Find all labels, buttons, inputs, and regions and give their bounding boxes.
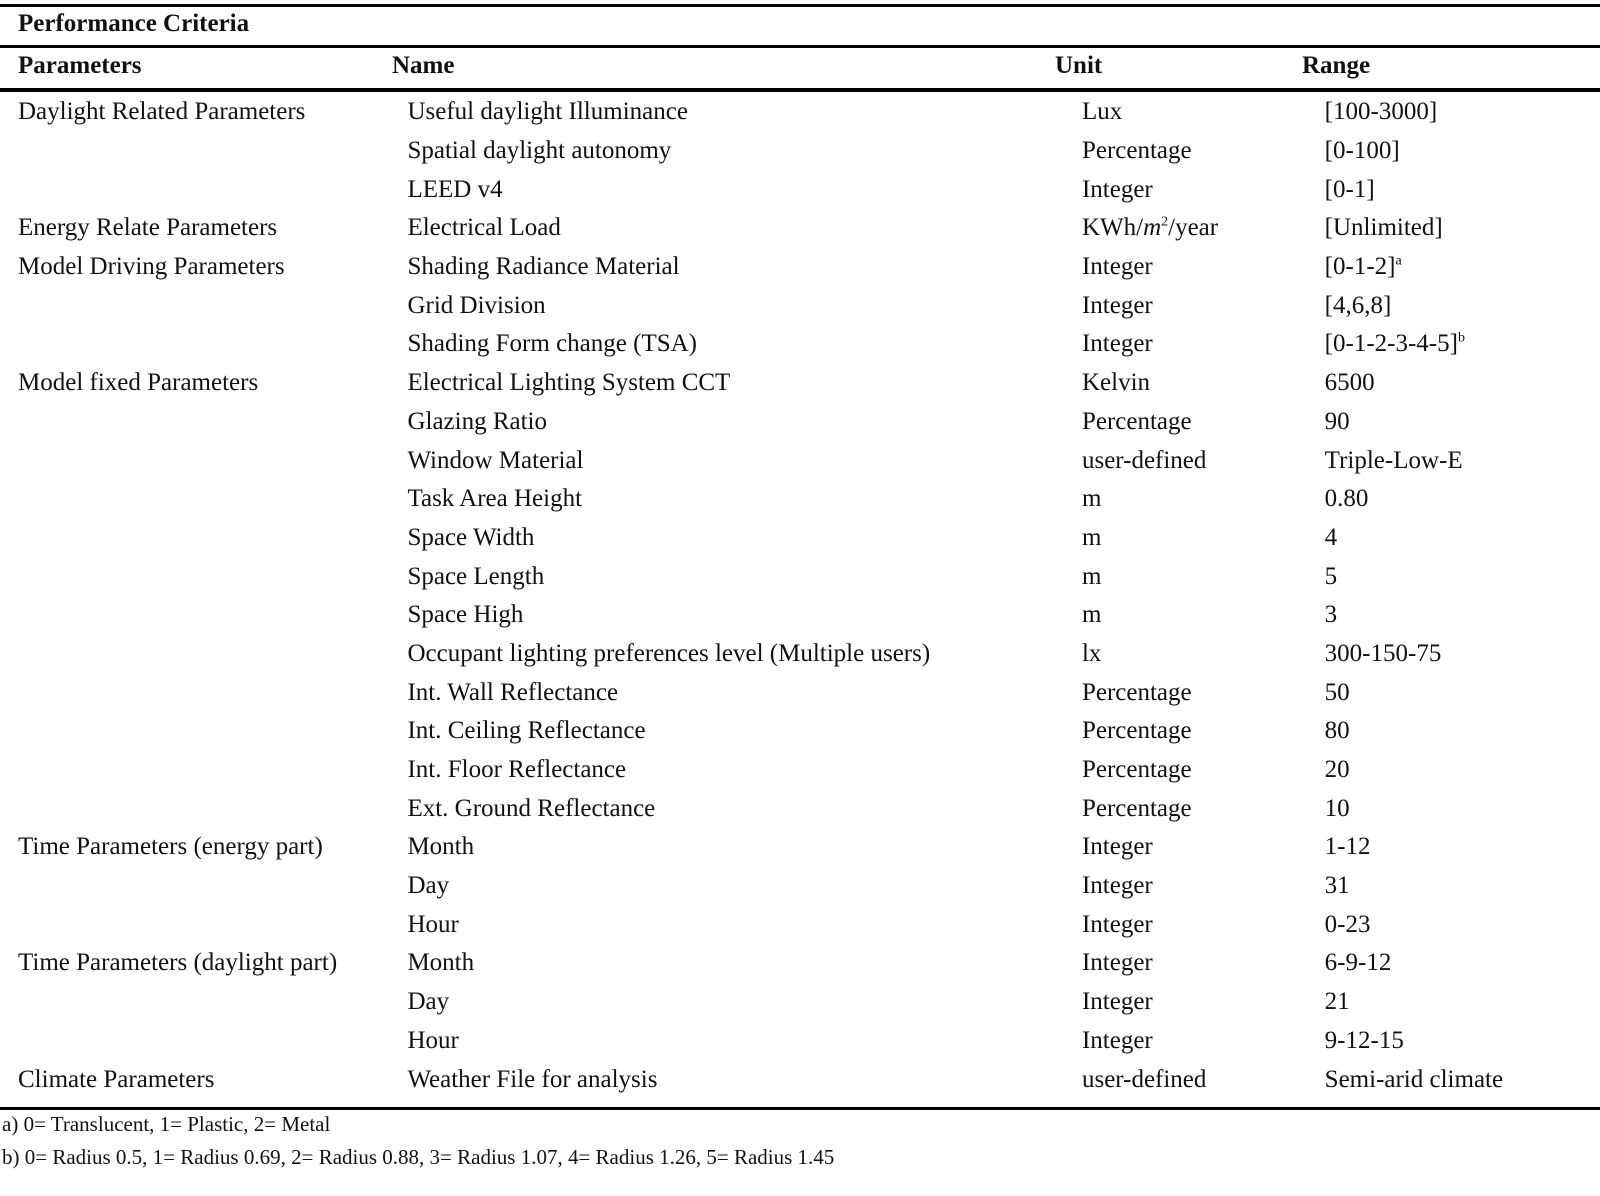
cell-unit: Integer: [1081, 291, 1153, 319]
header-name: Name: [392, 52, 455, 79]
cell-name: Task Area Height: [407, 485, 583, 513]
table-row: [0, 170, 1600, 209]
table-row: [0, 441, 1600, 480]
cell-name: Window Material: [407, 446, 584, 474]
table-row: [0, 673, 1600, 712]
unit-prefix: KWh/: [1081, 214, 1144, 242]
cell-range: [1307, 944, 1600, 983]
range-value: 0-23: [1324, 910, 1371, 938]
range-value: Semi-arid climate: [1324, 1065, 1504, 1093]
cell-name: Int. Wall Reflectance: [407, 678, 619, 706]
range-value: 6-9-12: [1324, 949, 1392, 977]
cell-range: [1307, 132, 1600, 171]
cell-unit: user-defined: [1081, 1065, 1207, 1093]
cell-group: [0, 403, 389, 442]
table-row: [0, 983, 1600, 1022]
cell-name: Space Width: [407, 523, 535, 551]
table-caption: Performance Criteria: [18, 10, 250, 37]
range-value: 31: [1324, 872, 1350, 900]
cell-unit: Integer: [1081, 253, 1153, 281]
cell-unit: Percentage: [1081, 794, 1192, 822]
table-top-rule: [0, 4, 1600, 7]
cell-name: Electrical Load: [407, 214, 561, 242]
cell-unit: user-defined: [1081, 446, 1207, 474]
table-row: [0, 635, 1600, 674]
table-row: [0, 557, 1600, 596]
cell-unit: m: [1081, 562, 1102, 590]
unit-suffix: /year: [1168, 214, 1219, 242]
cell-range: [1307, 596, 1600, 635]
cell-name: Day: [407, 872, 450, 900]
range-value: 10: [1324, 794, 1350, 822]
cell-unit: Percentage: [1081, 717, 1192, 745]
header-rule: [0, 88, 1600, 92]
table-row: [0, 519, 1600, 558]
cell-group: [0, 905, 389, 944]
table-row: [0, 751, 1600, 790]
table-row: [0, 828, 1600, 867]
cell-name: Shading Radiance Material: [407, 253, 680, 281]
range-value: 20: [1324, 756, 1350, 784]
cell-name: Grid Division: [407, 291, 546, 319]
cell-range: [1307, 557, 1600, 596]
header-unit: Unit: [1055, 52, 1103, 79]
cell-unit: [1064, 209, 1307, 248]
cell-name: Month: [407, 833, 475, 861]
cell-range: [1307, 248, 1600, 287]
cell-group: [0, 635, 389, 674]
range-value: [4,6,8]: [1324, 291, 1392, 319]
parameters-table: [0, 93, 1600, 1099]
cell-name: Weather File for analysis: [407, 1065, 658, 1093]
cell-group: Energy Relate Parameters: [18, 214, 278, 242]
cell-group: Model Driving Parameters: [18, 253, 285, 281]
table-row: [0, 789, 1600, 828]
cell-range: [1307, 403, 1600, 442]
table-row: [0, 712, 1600, 751]
cell-unit: Integer: [1081, 988, 1153, 1016]
table-row: [0, 286, 1600, 325]
range-value: 300-150-75: [1324, 639, 1442, 667]
table-row: [0, 480, 1600, 519]
cell-name: Space High: [407, 601, 524, 629]
range-value: 9-12-15: [1324, 1026, 1404, 1054]
cell-unit: m: [1081, 523, 1102, 551]
footnote-a: a) 0= Translucent, 1= Plastic, 2= Metal: [2, 1112, 331, 1136]
table-row: [0, 403, 1600, 442]
caption-rule: [0, 45, 1600, 48]
cell-group: [0, 1022, 389, 1061]
cell-group: Climate Parameters: [18, 1065, 215, 1093]
cell-unit: Integer: [1081, 949, 1153, 977]
table-row: [0, 596, 1600, 635]
cell-name: Day: [407, 988, 450, 1016]
cell-range: [1307, 286, 1600, 325]
range-value: 80: [1324, 717, 1350, 745]
cell-unit: Integer: [1081, 833, 1153, 861]
cell-group: [0, 751, 389, 790]
cell-range: [1307, 712, 1600, 751]
cell-range: [1307, 209, 1600, 248]
unit-variable: m: [1143, 214, 1162, 242]
cell-unit: Lux: [1081, 98, 1123, 126]
cell-group: [0, 789, 389, 828]
cell-group: Time Parameters (daylight part): [18, 949, 338, 977]
cell-unit: Percentage: [1081, 756, 1192, 784]
cell-range: [1307, 325, 1600, 364]
range-value: [0-1-2-3-4-5]: [1324, 330, 1458, 358]
range-value: 21: [1324, 988, 1350, 1016]
footnote-marker: b: [1457, 331, 1465, 347]
range-value: 5: [1324, 562, 1338, 590]
cell-name: Occupant lighting preferences level (Multiple users): [407, 639, 931, 667]
range-value: [0-1-2]: [1324, 253, 1396, 281]
cell-range: [1307, 1060, 1600, 1099]
range-value: 90: [1324, 407, 1350, 435]
table-row: [0, 364, 1600, 403]
cell-unit: m: [1081, 485, 1102, 513]
table-body: [0, 93, 1600, 1099]
cell-name: Int. Floor Reflectance: [407, 756, 627, 784]
cell-group: [0, 867, 389, 906]
cell-name: Space Length: [407, 562, 545, 590]
table-row: [0, 1022, 1600, 1061]
table-row: [0, 93, 1600, 132]
cell-group: [0, 441, 389, 480]
table-row: [0, 248, 1600, 287]
table-row: [0, 209, 1600, 248]
cell-group: [0, 170, 389, 209]
table-row: [0, 325, 1600, 364]
cell-group: Daylight Related Parameters: [18, 98, 306, 126]
cell-range: [1307, 673, 1600, 712]
range-value: [Unlimited]: [1324, 214, 1443, 242]
range-value: 0.80: [1324, 485, 1369, 513]
cell-name: Electrical Lighting System CCT: [407, 369, 731, 397]
header-parameters: Parameters: [18, 52, 142, 79]
cell-range: [1307, 789, 1600, 828]
cell-unit: m: [1081, 601, 1102, 629]
cell-range: [1307, 480, 1600, 519]
cell-range: [1307, 170, 1600, 209]
cell-name: Hour: [407, 1026, 459, 1054]
range-value: 4: [1324, 523, 1338, 551]
cell-group: [0, 596, 389, 635]
range-value: [0-1]: [1324, 175, 1375, 203]
cell-unit: Integer: [1081, 872, 1153, 900]
table-row: [0, 905, 1600, 944]
cell-unit: Percentage: [1081, 407, 1192, 435]
range-value: 1-12: [1324, 833, 1371, 861]
cell-range: [1307, 751, 1600, 790]
range-value: 50: [1324, 678, 1350, 706]
range-value: [100-3000]: [1324, 98, 1438, 126]
cell-range: [1307, 905, 1600, 944]
cell-unit: Percentage: [1081, 137, 1192, 165]
unit-exponent: 2: [1161, 215, 1169, 231]
cell-name: Int. Ceiling Reflectance: [407, 717, 646, 745]
cell-group: [0, 983, 389, 1022]
range-value: Triple-Low-E: [1324, 446, 1463, 474]
table-row: [0, 944, 1600, 983]
cell-group: [0, 325, 389, 364]
cell-range: [1307, 828, 1600, 867]
cell-group: [0, 480, 389, 519]
cell-name: Glazing Ratio: [407, 407, 548, 435]
range-value: [0-100]: [1324, 137, 1400, 165]
cell-name: Spatial daylight autonomy: [407, 137, 672, 165]
cell-range: [1307, 519, 1600, 558]
range-value: 6500: [1324, 369, 1375, 397]
cell-unit: Kelvin: [1081, 369, 1151, 397]
table-bottom-rule: [0, 1107, 1600, 1110]
cell-name: Hour: [407, 910, 459, 938]
cell-group: [0, 286, 389, 325]
cell-unit: Percentage: [1081, 678, 1192, 706]
cell-range: [1307, 635, 1600, 674]
cell-name: LEED v4: [407, 175, 503, 203]
cell-group: [0, 132, 389, 171]
footnote-marker: a: [1395, 253, 1402, 269]
table-row: [0, 132, 1600, 171]
cell-unit: lx: [1081, 639, 1102, 667]
table-row: [0, 867, 1600, 906]
cell-range: [1307, 364, 1600, 403]
cell-unit: Integer: [1081, 330, 1153, 358]
cell-group: [0, 557, 389, 596]
table-row: [0, 1060, 1600, 1099]
cell-range: [1307, 983, 1600, 1022]
footnote-b: b) 0= Radius 0.5, 1= Radius 0.69, 2= Radius 0.88, 3= Radius 1.07, 4= Radius 1.26, 5= Radius 1.45: [2, 1145, 835, 1169]
cell-name: Useful daylight Illuminance: [407, 98, 688, 126]
cell-unit: Integer: [1081, 175, 1153, 203]
cell-name: Shading Form change (TSA): [407, 330, 697, 358]
cell-group: Time Parameters (energy part): [18, 833, 323, 861]
cell-range: [1307, 867, 1600, 906]
cell-name: Ext. Ground Reflectance: [407, 794, 656, 822]
cell-range: [1307, 93, 1600, 132]
cell-group: Model fixed Parameters: [18, 369, 259, 397]
cell-group: [0, 712, 389, 751]
range-value: 3: [1324, 601, 1338, 629]
cell-range: [1307, 1022, 1600, 1061]
cell-group: [0, 519, 389, 558]
header-range: Range: [1302, 52, 1371, 79]
cell-unit: Integer: [1081, 910, 1153, 938]
cell-unit: Integer: [1081, 1026, 1153, 1054]
cell-name: Month: [407, 949, 475, 977]
cell-group: [0, 673, 389, 712]
cell-range: [1307, 441, 1600, 480]
